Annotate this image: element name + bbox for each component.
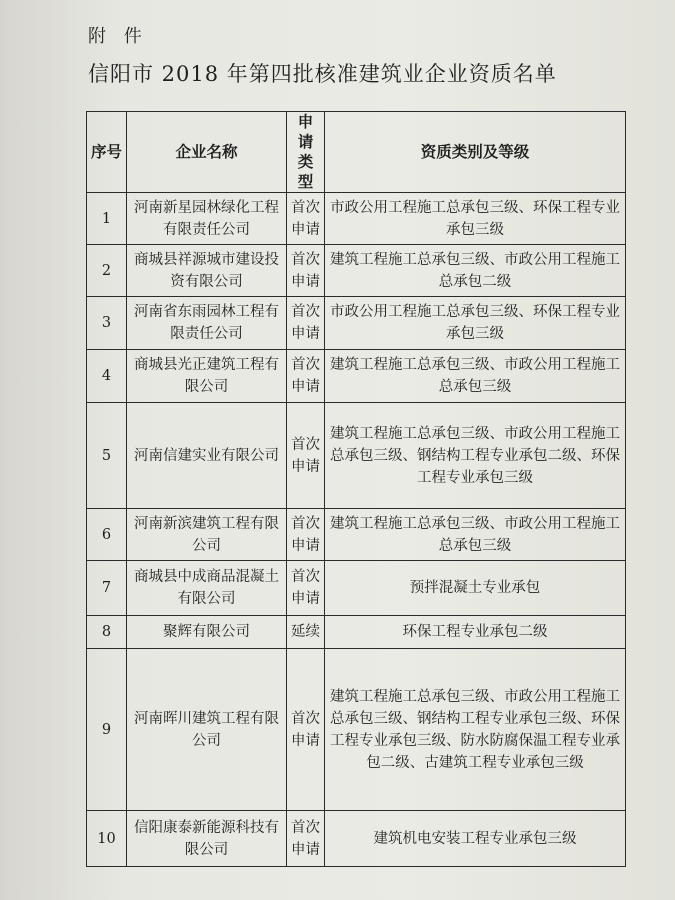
row-no: 8 bbox=[87, 616, 127, 649]
header-name: 企业名称 bbox=[127, 112, 287, 193]
row-no: 2 bbox=[87, 245, 127, 297]
attachment-label: 附 件 bbox=[88, 26, 148, 47]
header-type: 申请类型 bbox=[287, 112, 325, 193]
row-no: 5 bbox=[87, 403, 127, 509]
header-no: 序号 bbox=[87, 112, 127, 193]
company-name: 河南新星园林绿化工程有限责任公司 bbox=[127, 193, 287, 245]
qualification: 预拌混凝土专业承包 bbox=[325, 561, 626, 616]
company-name: 河南省东雨园林工程有限责任公司 bbox=[127, 297, 287, 350]
table-row bbox=[87, 245, 626, 297]
table-row bbox=[87, 297, 626, 350]
qualification: 建筑工程施工总承包三级、市政公用工程施工总承包三级 bbox=[325, 350, 626, 403]
application-type: 首次申请 bbox=[287, 561, 325, 616]
header-qualification: 资质类别及等级 bbox=[325, 112, 626, 193]
company-name: 河南新滨建筑工程有限公司 bbox=[127, 509, 287, 561]
company-name: 商城县光正建筑工程有限公司 bbox=[127, 350, 287, 403]
table-header-row bbox=[87, 112, 626, 193]
table-row bbox=[87, 811, 626, 867]
table-row bbox=[87, 403, 626, 509]
qualification: 建筑机电安装工程专业承包三级 bbox=[325, 811, 626, 867]
table-row bbox=[87, 193, 626, 245]
table-row bbox=[87, 509, 626, 561]
application-type: 首次申请 bbox=[287, 350, 325, 403]
application-type: 延续 bbox=[287, 616, 325, 649]
table-row bbox=[87, 350, 626, 403]
company-name: 商城县祥源城市建设投资有限公司 bbox=[127, 245, 287, 297]
qualification-table bbox=[86, 111, 626, 867]
company-name: 河南信建实业有限公司 bbox=[127, 403, 287, 509]
company-name: 商城县中成商品混凝土有限公司 bbox=[127, 561, 287, 616]
company-name: 信阳康泰新能源科技有限公司 bbox=[127, 811, 287, 867]
table-row bbox=[87, 616, 626, 649]
company-name: 聚辉有限公司 bbox=[127, 616, 287, 649]
qualification: 市政公用工程施工总承包三级、环保工程专业承包三级 bbox=[325, 193, 626, 245]
row-no: 6 bbox=[87, 509, 127, 561]
qualification: 建筑工程施工总承包三级、市政公用工程施工总承包三级、钢结构工程专业承包三级、环保工程专业承包三级、防水防腐保温工程专业承包二级、古建筑工程专业承包三级 bbox=[325, 649, 626, 811]
row-no: 9 bbox=[87, 649, 127, 811]
table-row bbox=[87, 561, 626, 616]
row-no: 4 bbox=[87, 350, 127, 403]
qualification: 建筑工程施工总承包三级、市政公用工程施工总承包二级 bbox=[325, 245, 626, 297]
table-row bbox=[87, 649, 626, 811]
company-name: 河南晖川建筑工程有限公司 bbox=[127, 649, 287, 811]
row-no: 1 bbox=[87, 193, 127, 245]
application-type: 首次申请 bbox=[287, 245, 325, 297]
document-title: 信阳市 2018 年第四批核准建筑业企业资质名单 bbox=[88, 62, 557, 86]
qualification: 市政公用工程施工总承包三级、环保工程专业承包三级 bbox=[325, 297, 626, 350]
qualification: 建筑工程施工总承包三级、市政公用工程施工总承包三级、钢结构工程专业承包二级、环保工程专业承包三级 bbox=[325, 403, 626, 509]
qualification: 建筑工程施工总承包三级、市政公用工程施工总承包三级 bbox=[325, 509, 626, 561]
row-no: 7 bbox=[87, 561, 127, 616]
application-type: 首次申请 bbox=[287, 193, 325, 245]
application-type: 首次申请 bbox=[287, 811, 325, 867]
application-type: 首次申请 bbox=[287, 403, 325, 509]
row-no: 10 bbox=[87, 811, 127, 867]
row-no: 3 bbox=[87, 297, 127, 350]
qualification: 环保工程专业承包二级 bbox=[325, 616, 626, 649]
application-type: 首次申请 bbox=[287, 649, 325, 811]
application-type: 首次申请 bbox=[287, 297, 325, 350]
application-type: 首次申请 bbox=[287, 509, 325, 561]
